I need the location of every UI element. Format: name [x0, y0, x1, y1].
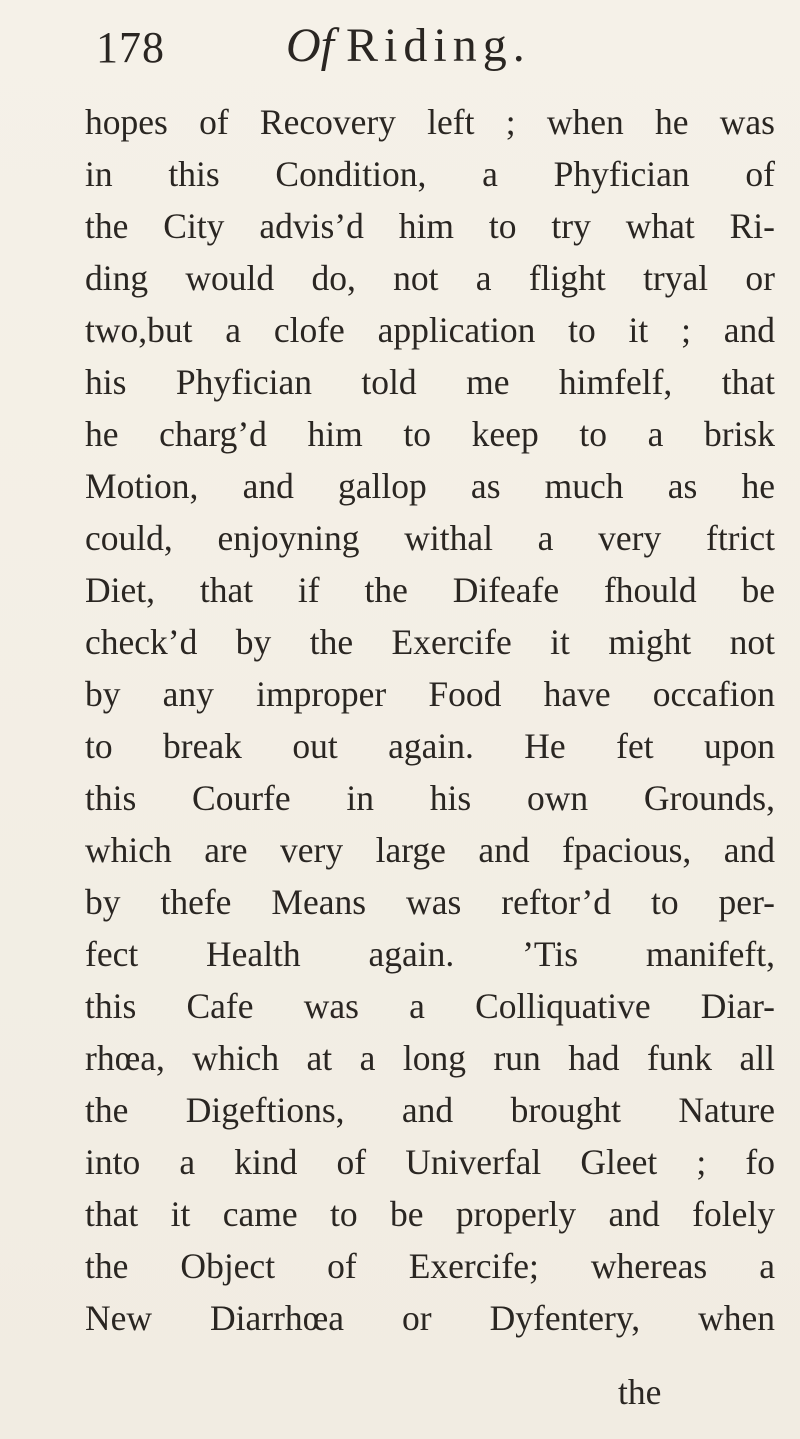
text-line: the City advis’d him to try what Ri- — [85, 206, 775, 246]
text-line: hopes of Recovery left ; when he was — [85, 102, 775, 142]
text-line: to break out again. He fet upon — [85, 726, 775, 766]
text-line: two,but a clofe application to it ; and — [85, 310, 775, 350]
page-number: 178 — [96, 23, 165, 72]
text-line: by any improper Food have occafion — [85, 674, 775, 714]
page-header — [96, 16, 716, 86]
text-line: could, enjoyning withal a very ftrict — [85, 518, 775, 558]
text-line: check’d by the Exercife it might not — [85, 622, 775, 662]
text-line: fect Health again. ’Tis manifeft, — [85, 934, 775, 974]
catchword: the — [618, 1372, 662, 1412]
running-head-title: Riding. — [346, 19, 531, 72]
text-line: the Object of Exercife; whereas a — [85, 1246, 775, 1286]
text-line: Diet, that if the Difeafe fhould be — [85, 570, 775, 610]
text-line: his Phyfician told me himfelf, that — [85, 362, 775, 402]
running-head — [286, 18, 531, 73]
running-head-of: Of — [286, 19, 334, 72]
text-line: which are very large and fpacious, and — [85, 830, 775, 870]
text-line: he charg’d him to keep to a brisk — [85, 414, 775, 454]
text-line: into a kind of Univerfal Gleet ; fo — [85, 1142, 775, 1182]
text-line: New Diarrhœa or Dyfentery, when — [85, 1298, 775, 1338]
text-line: this Cafe was a Colliquative Diar- — [85, 986, 775, 1026]
text-line: that it came to be properly and folely — [85, 1194, 775, 1234]
text-line: the Digeftions, and brought Nature — [85, 1090, 775, 1130]
text-line: Motion, and gallop as much as he — [85, 466, 775, 506]
text-line: in this Condition, a Phyfician of — [85, 154, 775, 194]
text-line: rhœa, which at a long run had funk all — [85, 1038, 775, 1078]
text-line: ding would do, not a flight tryal or — [85, 258, 775, 298]
text-line: this Courfe in his own Grounds, — [85, 778, 775, 818]
text-line: by thefe Means was reftor’d to per- — [85, 882, 775, 922]
